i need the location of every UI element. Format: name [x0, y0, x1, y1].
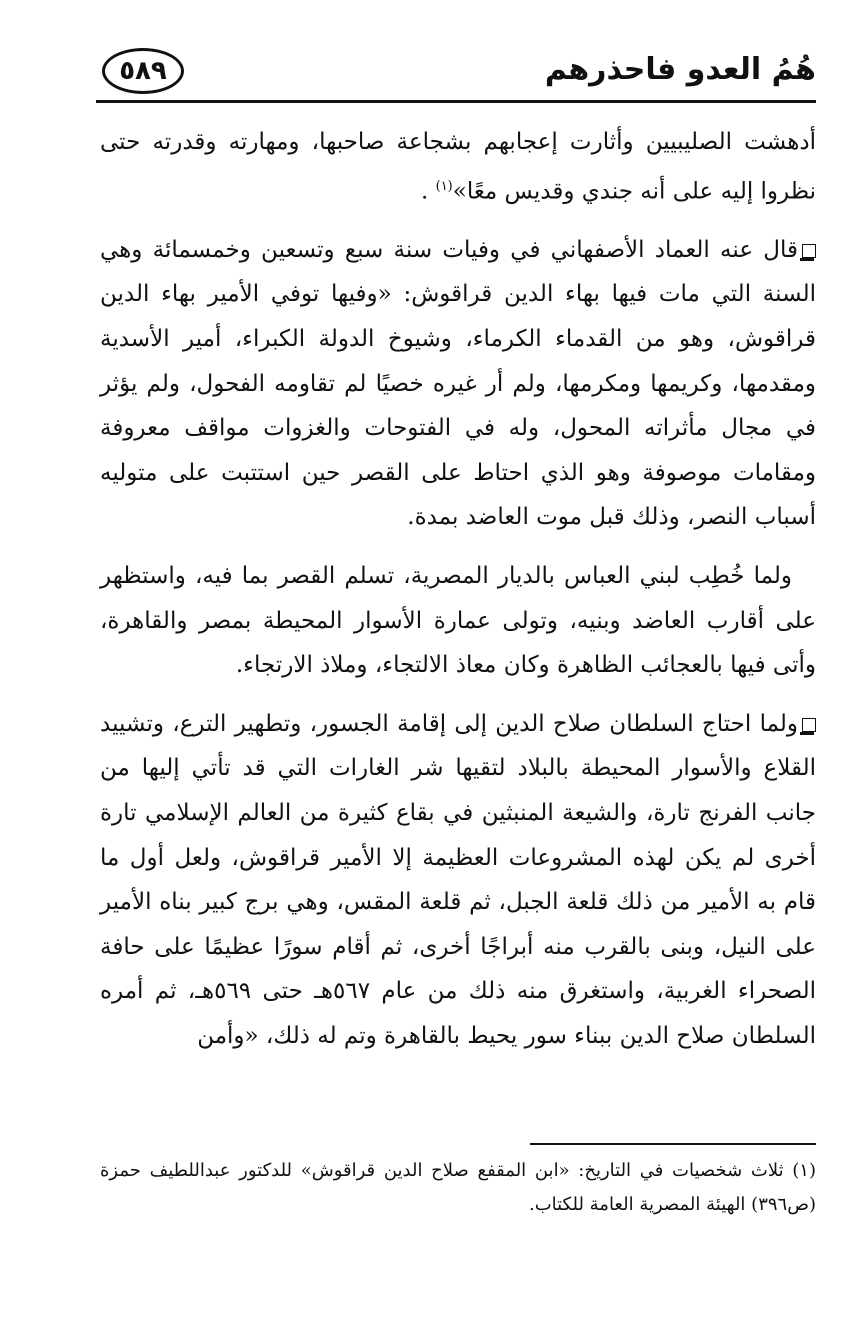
header-rule [96, 100, 816, 103]
paragraph-2-text: قال عنه العماد الأصفهاني في وفيات سنة سبع وتسعين وخمسمائة وهي السنة التي مات فيها بهاء الدين قراقوش: «وفيها توفي الأمير بهاء الدين قراقوش، وهو من القدماء الكرماء، وشيوخ الدولة الكبراء، أمير الأسدية ومقدمها، وكريمها ومكرمها، ولم أر غيره خصيًا لم تقاومه الفحول، ولم يؤثر في مجال مأثراته المحول، وله في الفتوحات والغزوات مواقف معروفة ومقامات موصوفة وهو الذي احتاط على القصر حين استتبت على متوليه أسباب النصر، وذلك قبل موت العاضد بمدة. [100, 236, 816, 531]
paragraph-4 [100, 702, 816, 1059]
running-title: هُمُ العدو فاحذرهم [544, 52, 816, 87]
page-number: ٥٨٩ [102, 48, 184, 94]
paragraph-1-text: أدهشت الصليبيين وأثارت إعجابهم بشجاعة صاحبها، ومهارته وقدرته حتى نظروا إليه على أنه جندي وقديس معًا» [100, 129, 816, 205]
paragraph-1 [100, 120, 816, 214]
paragraph-3 [100, 554, 816, 688]
footnotes [100, 1154, 816, 1222]
page-header [96, 44, 816, 110]
paragraph-marker-icon [802, 244, 816, 258]
footnote-1: (١) ثلاث شخصيات في التاريخ: «ابن المقفع صلاح الدين قراقوش» للدكتور عبداللطيف حمزة (ص٣٩٦) الهيئة المصرية العامة للكتاب. [100, 1160, 816, 1215]
paragraph-3-text: ولما خُطِب لبني العباس بالديار المصرية، تسلم القصر بما فيه، واستظهر على أقارب العاضد وبنيه، وتولى عمارة الأسوار المحيطة بمصر والقاهرة، وأتى فيها بالعجائب الظاهرة وكان معاذ الالتجاء، وملاذ الارتجاء. [100, 563, 816, 679]
paragraph-1-end: . [420, 178, 436, 205]
footnote-rule [530, 1143, 816, 1145]
footnote-ref-1: (١) [435, 178, 453, 194]
paragraph-2 [100, 228, 816, 540]
body-text [100, 120, 816, 1059]
paragraph-marker-icon [802, 718, 816, 732]
paragraph-4-text: ولما احتاج السلطان صلاح الدين إلى إقامة الجسور، وتطهير الترع، وتشييد القلاع والأسوار المحيطة بالبلاد لتقيها شر الغارات التي قد تأتي إليها من جانب الفرنج تارة، والشيعة المنبثين في بقاع كثيرة من العالم الإسلامي تارة أخرى لم يكن لهذه المشروعات العظيمة إلا الأمير قراقوش، ولعل أول ما قام به الأمير من ذلك قلعة الجبل، ثم قلعة المقس، وهي برج كبير بناه الأمير على النيل، وبنى بالقرب منه أبراجًا أخرى، ثم أقام سورًا عظيمًا على حافة الصحراء الغربية، واستغرق منه ذلك من عام ٥٦٧هـ حتى ٥٦٩هـ، ثم أمره السلطان صلاح الدين ببناء سور يحيط بالقاهرة وتم له ذلك، «وأمن [100, 710, 816, 1049]
